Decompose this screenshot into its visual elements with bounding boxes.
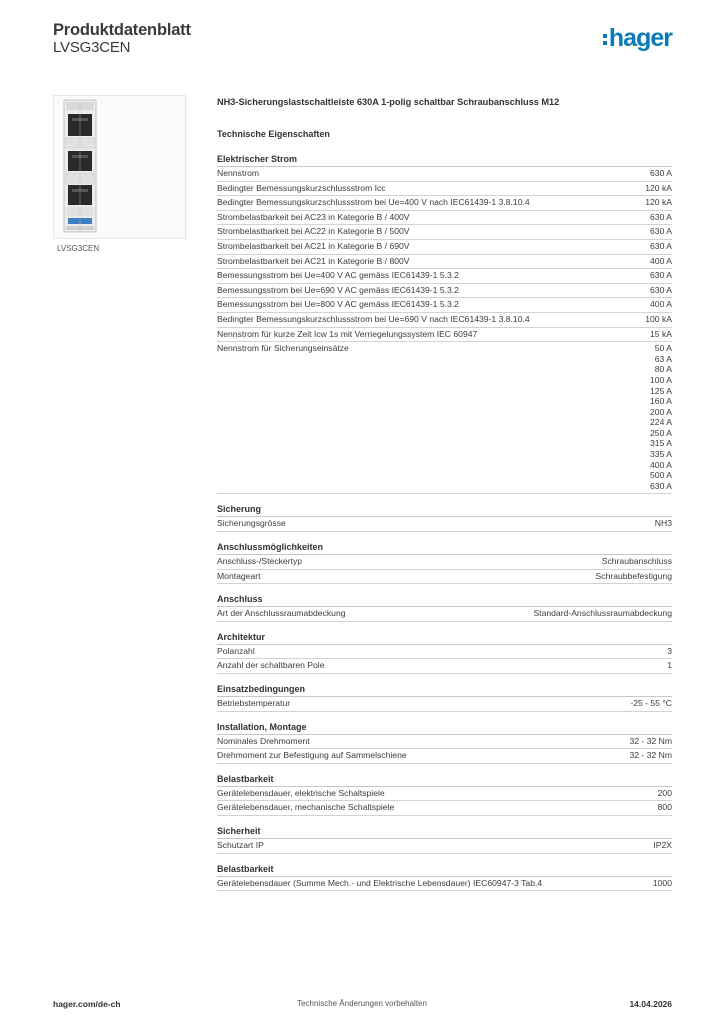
section-title: Belastbarkeit [217, 773, 672, 787]
property-value-line: 200 A [650, 406, 672, 417]
property-value-line: 630 A [650, 211, 672, 222]
section [217, 683, 672, 712]
property-label: Bemessungsstrom bei Ue=690 V AC gemäss IEC61439-1 5.3.2 [217, 284, 459, 295]
section [217, 153, 672, 494]
section [217, 721, 672, 764]
page-title: Produktdatenblatt [53, 21, 191, 39]
property-row [217, 801, 672, 816]
property-value [602, 556, 672, 567]
property-value-line: 120 kA [645, 197, 672, 208]
footer-disclaimer: Technische Änderungen vorbehalten [297, 999, 427, 1008]
property-row [217, 697, 672, 712]
property-label: Bemessungsstrom bei Ue=800 V AC gemäss IEC61439-1 5.3.2 [217, 299, 459, 310]
property-row [217, 749, 672, 764]
property-value [533, 608, 672, 619]
property-value [650, 299, 672, 310]
property-row [217, 645, 672, 660]
property-label: Anzahl der schaltbaren Pole [217, 660, 325, 671]
property-label: Nennstrom für kurze Zeit Icw 1s mit Verriegelungssystem IEC 60947 [217, 328, 478, 339]
property-label: Strombelastbarkeit bei AC21 in Kategorie B / 690V [217, 240, 410, 251]
photo-caption: LVSG3CEN [57, 244, 100, 253]
property-value [658, 788, 672, 799]
property-row [217, 167, 672, 182]
property-label: Gerätelebensdauer (Summe Mech.- und Elektrische Lebensdauer) IEC60947-3 Tab.4 [217, 877, 543, 888]
property-value [650, 329, 672, 340]
property-value-line: 400 A [650, 255, 672, 266]
property-value [645, 314, 672, 325]
property-value [650, 285, 672, 296]
property-value [667, 660, 672, 671]
property-row [217, 269, 672, 284]
property-row [217, 240, 672, 255]
footer-date: 14.04.2026 [629, 999, 672, 1009]
property-row [217, 607, 672, 622]
property-label: Gerätelebensdauer, mechanische Schaltspiele [217, 802, 395, 813]
property-value-line: -25 - 55 °C [630, 698, 672, 708]
property-label: Montageart [217, 570, 261, 581]
property-value [630, 698, 672, 709]
property-row [217, 342, 672, 494]
property-value-line: 120 kA [645, 182, 672, 193]
footer-website-link[interactable]: hager.com/de-ch [53, 999, 121, 1009]
property-label: Bemessungsstrom bei Ue=400 V AC gemäss IEC61439-1 5.3.2 [217, 270, 459, 281]
property-row [217, 255, 672, 270]
property-label: Art der Anschlussraumabdeckung [217, 608, 346, 619]
property-value [645, 197, 672, 208]
property-row [217, 517, 672, 532]
property-value-line: 630 A [650, 168, 672, 178]
property-value-line: Standard-Anschlussraumabdeckung [533, 608, 672, 619]
property-value-line: 100 kA [645, 313, 672, 324]
section-title: Installation, Montage [217, 721, 672, 735]
property-row [217, 659, 672, 674]
product-code: LVSG3CEN [53, 39, 131, 56]
section-title: Einsatzbedingungen [217, 683, 672, 697]
property-value-line: Schraubbefestigung [595, 570, 672, 581]
property-label: Drehmoment zur Befestigung auf Sammelschiene [217, 750, 407, 761]
property-value [655, 518, 672, 529]
property-value-line: NH3 [654, 518, 672, 529]
property-value-line: 400 A [650, 299, 672, 310]
section [217, 541, 672, 584]
property-value-line: 630 A [650, 284, 672, 295]
section [217, 631, 672, 674]
section [217, 863, 672, 892]
property-value-line: 400 A [650, 459, 672, 470]
section [217, 773, 672, 816]
property-value-line: 160 A [650, 396, 672, 407]
technical-heading: Technische Eigenschaften [217, 129, 330, 139]
property-label: Strombelastbarkeit bei AC23 in Kategorie B / 400V [217, 211, 410, 222]
property-row [217, 735, 672, 750]
property-value-line: 80 A [654, 364, 672, 375]
property-value [650, 226, 672, 237]
property-row [217, 555, 672, 570]
property-label: Anschluss-/Steckertyp [217, 556, 303, 567]
property-label: Bedingter Bemessungskurzschlussstrom bei Ue=690 V nach IEC61439-1 3.8.10.4 [217, 313, 530, 324]
property-value-line: 15 kA [650, 328, 672, 339]
property-value-line: 335 A [650, 449, 672, 460]
property-value-line: 50 A [654, 343, 672, 354]
section-title: Sicherheit [217, 825, 672, 839]
property-value-line: 1 [667, 660, 672, 671]
property-row [217, 182, 672, 197]
hager-logo [603, 26, 672, 51]
property-row [217, 196, 672, 211]
property-value-line: IP2X [653, 839, 672, 850]
property-row [217, 211, 672, 226]
property-value-line: Schraubanschluss [601, 556, 672, 567]
datasheet-content [217, 95, 672, 891]
property-value-line: 63 A [654, 353, 672, 364]
property-value [653, 878, 672, 889]
property-value [629, 736, 672, 747]
property-row [217, 225, 672, 240]
property-value-line: 500 A [650, 470, 672, 481]
property-value [650, 256, 672, 267]
property-row [217, 787, 672, 802]
section [217, 825, 672, 854]
property-value-line: 315 A [650, 438, 672, 449]
property-value-line: 32 - 32 Nm [629, 735, 672, 746]
property-value-line: 3 [667, 645, 672, 656]
property-label: Nennstrom für Sicherungseinsätze [217, 343, 349, 354]
property-label: Schutzart IP [217, 839, 264, 850]
property-value-line: 630 A [650, 480, 672, 491]
property-value [667, 646, 672, 657]
property-row [217, 313, 672, 328]
property-row [217, 284, 672, 299]
product-title: NH3-Sicherungslastschaltleiste 630A 1-polig schaltbar Schraubanschluss M12 [217, 97, 560, 107]
section-title: Anschluss [217, 593, 672, 607]
property-value-line: 32 - 32 Nm [629, 750, 672, 761]
property-value [658, 802, 672, 813]
logo-dots-icon [603, 34, 607, 45]
property-row [217, 877, 672, 892]
property-label: Nennstrom [217, 168, 260, 178]
property-row [217, 328, 672, 343]
property-value-line: 1000 [652, 877, 672, 888]
property-label: Bedingter Bemessungskurzschlussstrom bei Ue=400 V nach IEC61439-1 3.8.10.4 [217, 197, 530, 208]
section-title: Anschlussmöglichkeiten [217, 541, 672, 555]
section-title: Sicherung [217, 503, 672, 517]
product-image [53, 95, 186, 239]
property-value [650, 212, 672, 223]
property-value-line: 800 [657, 802, 672, 813]
property-label: Strombelastbarkeit bei AC21 in Kategorie B / 800V [217, 255, 410, 266]
property-row [217, 839, 672, 854]
property-label: Sicherungsgrösse [217, 518, 286, 529]
section-title: Elektrischer Strom [217, 153, 672, 167]
property-label: Polanzahl [217, 645, 255, 656]
property-label: Nominales Drehmoment [217, 735, 310, 746]
section-title: Architektur [217, 631, 672, 645]
property-value-line: 250 A [650, 427, 672, 438]
property-label: Betriebstemperatur [217, 698, 291, 708]
property-row [217, 298, 672, 313]
logo-text: hager [608, 24, 672, 52]
property-row [217, 570, 672, 585]
section-title: Belastbarkeit [217, 863, 672, 877]
property-label: Bedingter Bemessungskurzschlussstrom Icc [217, 182, 386, 193]
property-sections [217, 153, 672, 891]
section [217, 503, 672, 532]
property-value-line: 630 A [650, 240, 672, 251]
property-value-line: 224 A [650, 417, 672, 428]
property-value-line: 100 A [650, 374, 672, 385]
section [217, 593, 672, 622]
property-value [650, 270, 672, 281]
property-value-line: 200 [657, 787, 672, 798]
property-value [596, 571, 672, 582]
property-label: Strombelastbarkeit bei AC22 in Kategorie B / 500V [217, 226, 410, 237]
property-value-line: 125 A [650, 385, 672, 396]
property-label: Gerätelebensdauer, elektrische Schaltspiele [217, 787, 385, 798]
property-value [650, 343, 672, 491]
property-value-line: 630 A [650, 226, 672, 237]
product-image-drawing [54, 96, 185, 238]
property-value [653, 840, 672, 851]
property-value [629, 750, 672, 761]
property-value [650, 241, 672, 252]
property-value [650, 168, 672, 179]
property-value-line: 630 A [650, 270, 672, 281]
property-value [645, 183, 672, 194]
